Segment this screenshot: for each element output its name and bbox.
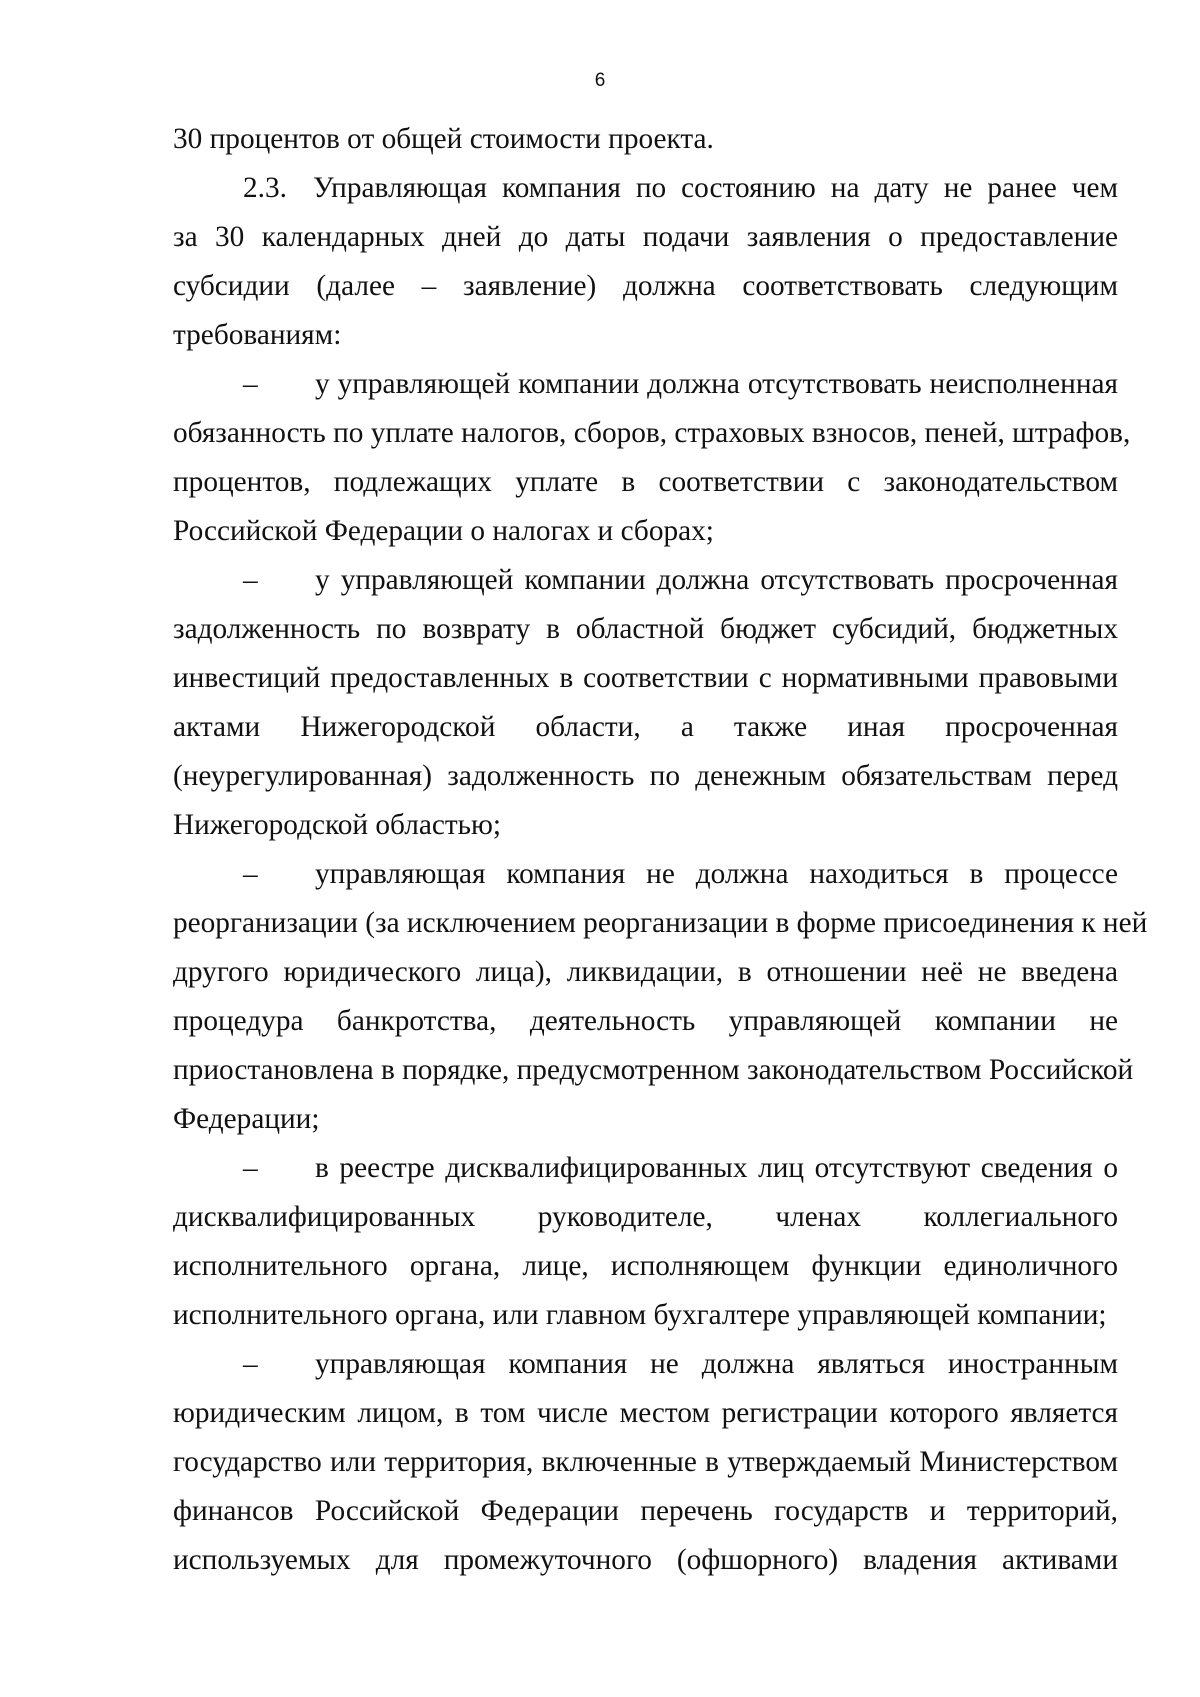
text-line: обязанность по уплате налогов, сборов, страховых взносов, пеней, штрафов, — [173, 417, 1131, 449]
list-item — [173, 850, 1148, 1144]
dash-bullet: – — [243, 368, 258, 400]
page-number: 6 — [594, 70, 606, 91]
text-line: инвестиций предоставленных в соответствии с нормативными правовыми — [173, 662, 1118, 694]
dash-bullet: – — [243, 1348, 258, 1380]
text-line: исполнительного органа, лице, исполняющем функции единоличного — [173, 1250, 1118, 1282]
text-line-content: управляющая компания не должна являться иностранным — [315, 1348, 1118, 1380]
text-line — [173, 850, 1118, 899]
text-line: Федерации; — [173, 1103, 320, 1135]
text-line-content: у управляющей компании должна отсутствовать просроченная — [315, 564, 1118, 596]
text-line: приостановлена в порядке, предусмотренном законодательством Российской — [173, 1054, 1134, 1086]
text-line: используемых для промежуточного (офшорного) владения активами — [173, 1544, 1118, 1576]
list-item — [173, 1340, 1118, 1585]
dash-bullet: – — [243, 858, 258, 890]
text-line: субсидии (далее – заявление) должна соответствовать следующим — [173, 270, 1118, 302]
dash-bullet: – — [243, 1152, 258, 1184]
text-line: 30 процентов от общей стоимости проекта. — [173, 123, 714, 155]
text-line: государство или территория, включенные в утверждаемый Министерством — [173, 1446, 1118, 1478]
text-line — [173, 360, 1118, 409]
text-line: процентов, подлежащих уплате в соответствии с законодательством — [173, 466, 1118, 498]
text-line: (неурегулированная) задолженность по денежным обязательствам перед — [173, 760, 1118, 792]
paragraph-2-3 — [173, 164, 1118, 360]
text-line: актами Нижегородской области, а также иная просроченная — [173, 711, 1118, 743]
text-line — [173, 1144, 1118, 1193]
document-body — [173, 115, 1148, 1585]
text-line — [173, 556, 1118, 605]
text-line-content: Управляющая компания по состоянию на дату не ранее чем — [313, 172, 1118, 204]
text-line: за 30 календарных дней до даты подачи заявления о предоставление — [173, 221, 1118, 253]
text-line: реорганизации (за исключением реорганизации в форме присоединения к ней — [173, 907, 1148, 939]
text-line — [173, 1340, 1118, 1389]
list-item — [173, 1144, 1118, 1340]
dash-bullet: – — [243, 564, 258, 596]
text-line: дисквалифицированных руководителе, членах коллегиального — [173, 1201, 1118, 1233]
text-line: требованиям: — [173, 319, 342, 351]
list-item — [173, 360, 1131, 556]
text-line: Нижегородской областью; — [173, 809, 502, 841]
text-line: процедура банкротства, деятельность управляющей компании не — [173, 1005, 1118, 1037]
text-line: финансов Российской Федерации перечень государств и территорий, — [173, 1495, 1118, 1527]
text-line: задолженность по возврату в областной бюджет субсидий, бюджетных — [173, 613, 1118, 645]
paragraph-number: 2.3. — [243, 172, 287, 204]
text-line-content: в реестре дисквалифицированных лиц отсутствуют сведения о — [315, 1152, 1118, 1184]
text-line: исполнительного органа, или главном бухгалтере управляющей компании; — [173, 1299, 1107, 1331]
text-line: другого юридического лица), ликвидации, в отношении неё не введена — [173, 956, 1118, 988]
text-line: юридическим лицом, в том числе местом регистрации которого является — [173, 1397, 1118, 1429]
list-item — [173, 556, 1118, 850]
text-line — [173, 164, 1118, 213]
text-line: Российской Федерации о налогах и сборах; — [173, 515, 714, 547]
text-line-content: управляющая компания не должна находиться в процессе — [315, 858, 1118, 890]
text-line-content: у управляющей компании должна отсутствовать неисполненная — [315, 368, 1118, 400]
